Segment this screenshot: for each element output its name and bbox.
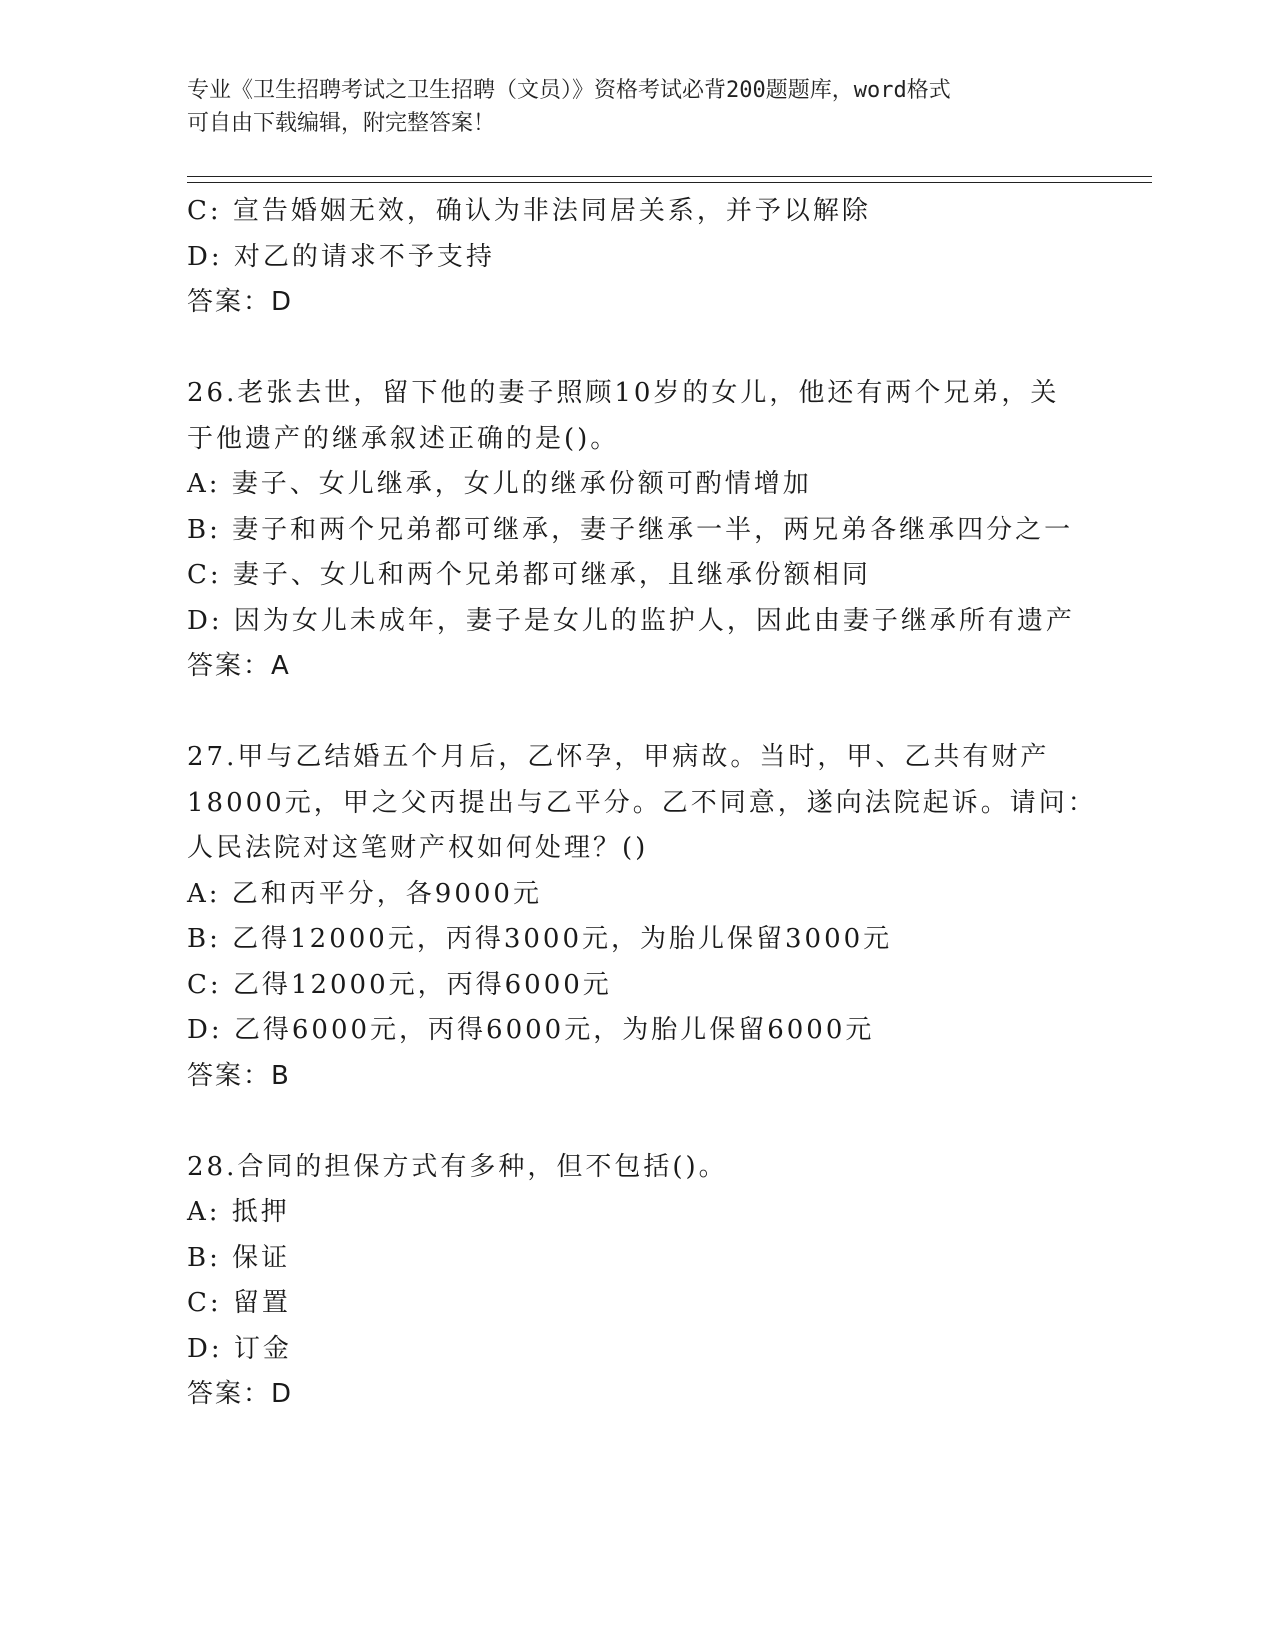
question-prev-tail xyxy=(187,189,1087,326)
question-stem: 26.老张去世，留下他的妻子照顾10岁的女儿，他还有两个兄弟，关 xyxy=(187,378,1060,408)
answer: 答案：B xyxy=(187,1060,291,1091)
header-rule-bottom xyxy=(187,182,1152,183)
spacer xyxy=(187,690,1087,736)
option-a: A: 乙和丙平分，各9000元 xyxy=(187,878,542,909)
option-d: D: 因为女儿未成年，妻子是女儿的监护人，因此由妻子继承所有遗产 xyxy=(187,605,1075,636)
question-28 xyxy=(187,1145,1087,1418)
option-c: C: 宣告婚姻无效，确认为非法同居关系，并予以解除 xyxy=(187,196,871,226)
option-a: A: 抵押 xyxy=(187,1197,290,1227)
option-c: C: 留置 xyxy=(187,1288,291,1318)
question-stem: 28.合同的担保方式有多种，但不包括()。 xyxy=(187,1151,728,1182)
option-b: B: 妻子和两个兄弟都可继承，妻子继承一半，两兄弟各继承四分之一 xyxy=(187,514,1074,545)
question-27 xyxy=(187,735,1097,1099)
option-c: C: 乙得12000元，丙得6000元 xyxy=(187,969,612,1000)
question-stem: 27.甲与乙结婚五个月后，乙怀孕，甲病故。当时，甲、乙共有财产 xyxy=(187,742,1050,772)
answer: 答案：A xyxy=(187,651,291,681)
option-d: D: 乙得6000元，丙得6000元，为胎儿保留6000元 xyxy=(187,1015,875,1045)
header-line-2: 可自由下载编辑，附完整答案！ xyxy=(187,111,496,136)
spacer xyxy=(187,1099,1087,1145)
header-rule-top xyxy=(187,176,1152,177)
option-d: D: 对乙的请求不予支持 xyxy=(187,241,495,272)
question-26 xyxy=(187,371,1087,690)
question-stem: 人民法院对这笔财产权如何处理？() xyxy=(187,833,649,863)
option-a: A: 妻子、女儿继承，女儿的继承份额可酌情增加 xyxy=(187,469,812,499)
answer: 答案：D xyxy=(187,1379,294,1409)
option-b: B: 保证 xyxy=(187,1242,291,1273)
header-line-1: 专业《卫生招聘考试之卫生招聘（文员）》资格考试必背200题题库，word格式 xyxy=(187,78,951,103)
question-stem: 于他遗产的继承叙述正确的是()。 xyxy=(187,423,620,454)
answer: 答案：D xyxy=(187,287,294,317)
option-c: C: 妻子、女儿和两个兄弟都可继承，且继承份额相同 xyxy=(187,560,871,590)
page-header xyxy=(187,74,1087,140)
option-d: D: 订金 xyxy=(187,1333,292,1364)
option-b: B: 乙得12000元，丙得3000元，为胎儿保留3000元 xyxy=(187,924,893,954)
question-stem: 18000元，甲之父丙提出与乙平分。乙不同意，遂向法院起诉。请问： xyxy=(187,787,1097,818)
spacer xyxy=(187,326,1087,372)
question-content xyxy=(187,189,1097,1418)
